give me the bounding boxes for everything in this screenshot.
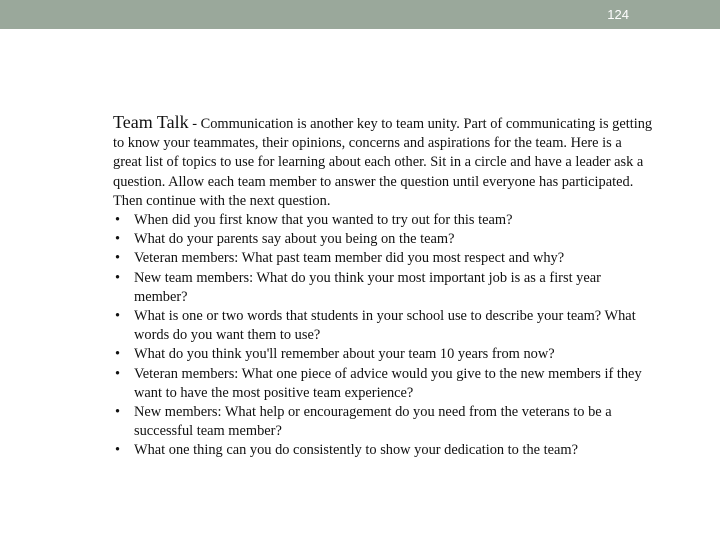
list-item-text: Veteran members: What one piece of advice would you give to the new members if they want to have the most positive team experience? — [134, 365, 642, 401]
list-item-text: What do you think you'll remember about your team 10 years from now? — [134, 346, 555, 363]
list-item-text: What is one or two words that students in your school use to describe your team? What words do you want them to use? — [134, 308, 636, 344]
list-item — [113, 249, 653, 268]
topic-list — [113, 211, 653, 461]
section-title: Team Talk — [113, 112, 189, 132]
list-item — [113, 230, 653, 249]
list-item-text: What do your parents say about you being on the team? — [134, 231, 455, 248]
list-item-text: New members: What help or encouragement do you need from the veterans to be a successful team member? — [134, 404, 612, 440]
bullet-icon: • — [115, 346, 121, 363]
bullet-icon: • — [115, 212, 121, 229]
list-item-text: When did you first know that you wanted to try out for this team? — [134, 212, 513, 229]
bullet-icon: • — [115, 269, 121, 286]
list-item-text: What one thing can you do consistently to show your dedication to the team? — [134, 442, 579, 459]
list-item — [113, 403, 653, 441]
bullet-icon: • — [115, 231, 121, 248]
list-item — [113, 211, 653, 230]
list-item-text: Veteran members: What past team member did you most respect and why? — [134, 250, 565, 267]
list-item-text: New team members: What do you think your most important job is as a first year member? — [134, 269, 601, 305]
list-item — [113, 269, 653, 307]
header-bar — [0, 0, 720, 29]
intro-paragraph — [113, 113, 653, 211]
page-number: 124 — [607, 7, 629, 22]
bullet-icon: • — [115, 250, 121, 267]
list-item — [113, 441, 653, 460]
intro-text: - Communication is another key to team unity. Part of communicating is getting to know your teammates, their opinions, concerns and aspirations for the team. Here is a great list of topics to use for learning about each other. Sit in a circle and have a leader ask a question. Allow each team member to answer the question until everyone has participated. Then continue with the next question. — [113, 116, 653, 209]
bullet-icon: • — [115, 365, 121, 382]
slide-content — [113, 113, 653, 461]
list-item — [113, 307, 653, 345]
list-item — [113, 345, 653, 364]
bullet-icon: • — [115, 442, 121, 459]
list-item — [113, 365, 653, 403]
bullet-icon: • — [115, 404, 121, 421]
bullet-icon: • — [115, 308, 121, 325]
